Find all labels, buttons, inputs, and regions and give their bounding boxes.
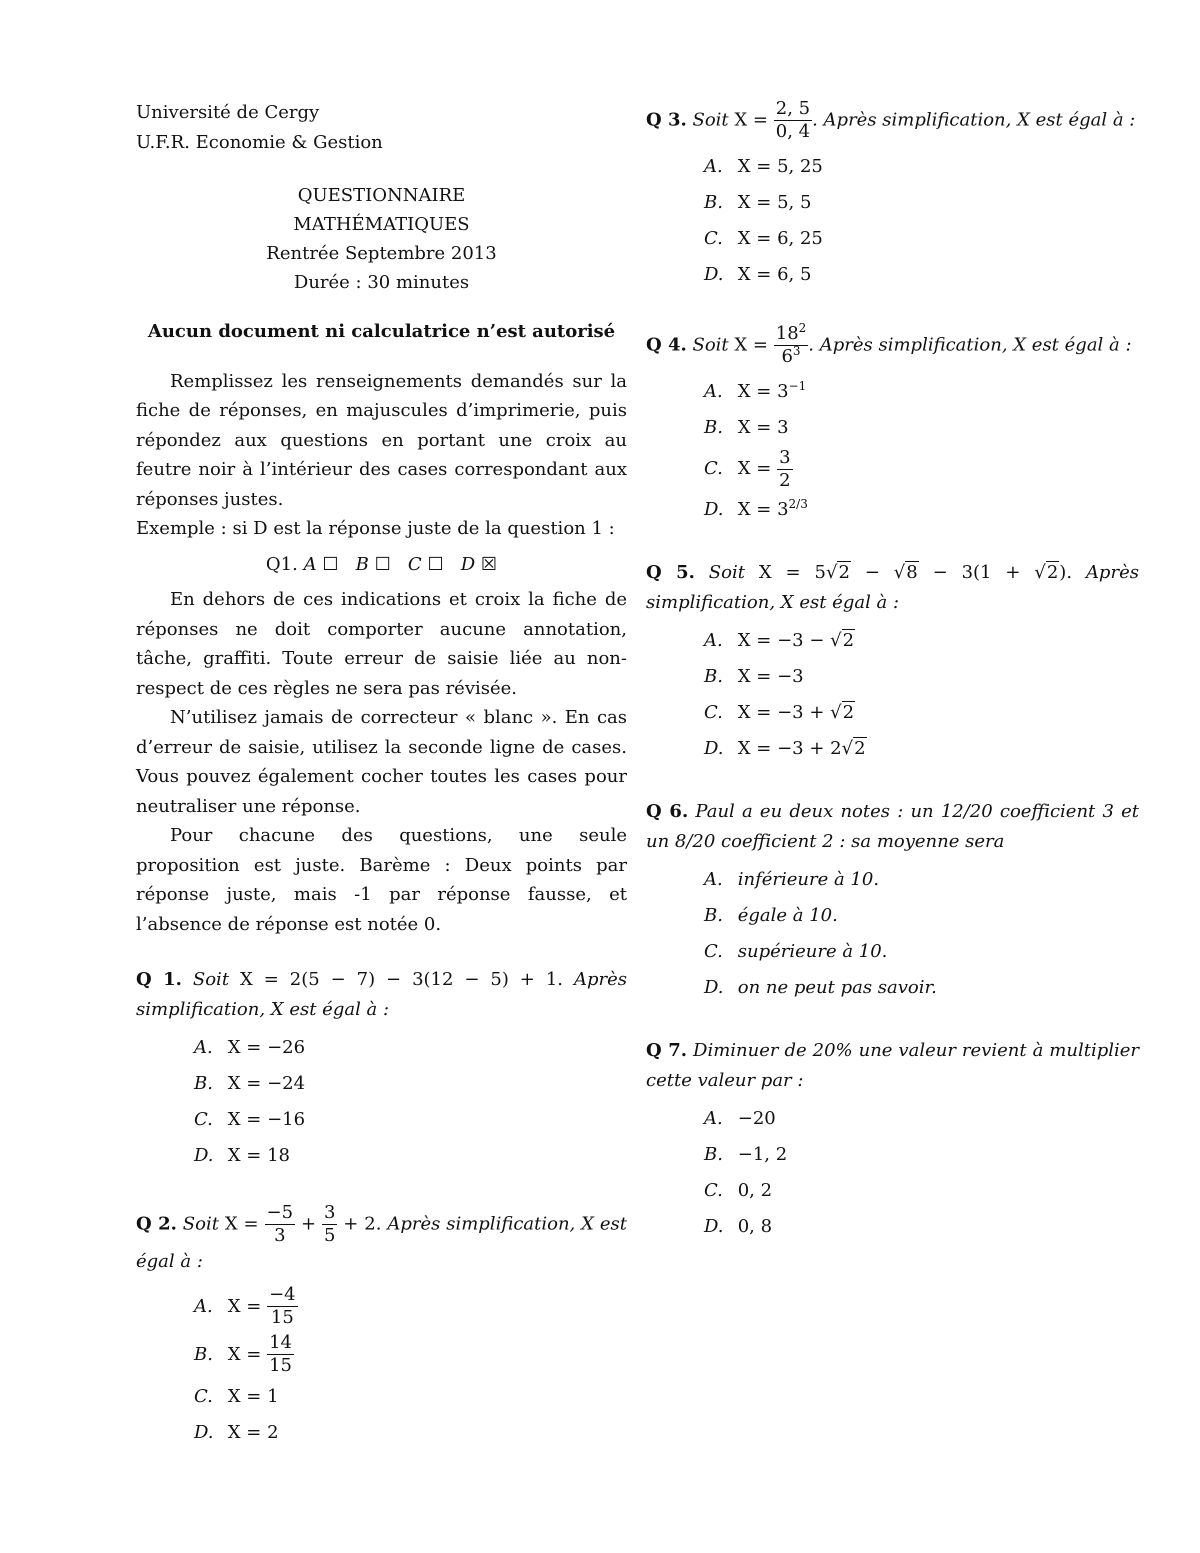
question-5-post: Après simplification, X est égal à : <box>646 562 1139 613</box>
question-2-option-a <box>194 1283 627 1331</box>
option-exponent: 2/3 <box>788 497 808 511</box>
option-letter: B. <box>704 666 723 687</box>
option-letter: B. <box>704 1144 723 1165</box>
option-text: on ne peut pas savoir. <box>737 977 937 998</box>
question-5-expr-4: ). <box>1059 562 1073 583</box>
question-1-label: Q 1. <box>136 969 182 990</box>
ufr-name: U.F.R. Economie & Gestion <box>136 131 383 153</box>
header <box>136 98 627 157</box>
question-4 <box>646 323 1139 528</box>
question-3-option-d <box>704 257 1139 293</box>
example-c: C <box>407 553 422 575</box>
title-line-1: QUESTIONNAIRE <box>297 185 466 206</box>
numerator: 3 <box>323 1202 336 1223</box>
question-2-pre: Soit <box>182 1213 219 1235</box>
denominator <box>774 346 809 368</box>
option-letter: B. <box>704 417 723 438</box>
question-7 <box>646 1036 1139 1245</box>
option-text: X = −16 <box>227 1109 306 1130</box>
question-5-option-b <box>704 659 1139 695</box>
question-7-body: Diminuer de 20% une valeur revient à multiplier cette valeur par : <box>646 1040 1139 1091</box>
right-column <box>646 98 1139 1245</box>
question-4-options <box>704 374 1139 528</box>
fraction <box>322 1202 337 1247</box>
option-base: X = 3 <box>737 499 789 520</box>
question-6-options <box>704 862 1139 1006</box>
denominator: 15 <box>270 1307 294 1328</box>
option-letter: C. <box>704 941 723 962</box>
question-4-post: . Après simplification, X est égal à : <box>808 334 1132 356</box>
square-root <box>842 737 867 759</box>
example-intro: Exemple : si D est la réponse juste de la question 1 : <box>136 518 615 539</box>
option-letter: B. <box>194 1343 213 1365</box>
radicand: 2 <box>1046 562 1059 583</box>
option-text: X = −3 + <box>737 702 831 723</box>
option-text: supérieure à 10. <box>737 941 888 962</box>
option-letter: C. <box>194 1109 213 1130</box>
option-letter: A. <box>704 381 723 402</box>
option-letter: D. <box>704 264 724 285</box>
question-1-text <box>136 965 627 1024</box>
question-4-option-c <box>704 446 1139 492</box>
denominator: 5 <box>323 1225 336 1246</box>
option-text: X = 6, 25 <box>737 228 823 249</box>
question-3-options <box>704 149 1139 293</box>
instructions-p3: N’utilisez jamais de correcteur « blanc ». En cas d’erreur de saisie, utilisez la seconde ligne de cases. Vous pouvez également cocher toutes les cases pour neutraliser une réponse. <box>136 707 627 817</box>
fraction <box>267 1284 298 1329</box>
sqrt-icon: √ <box>830 630 842 651</box>
question-7-text <box>646 1036 1139 1095</box>
question-6 <box>646 797 1139 1006</box>
question-4-label: Q 4. <box>646 334 687 356</box>
option-text: X = 2 <box>227 1421 279 1443</box>
question-5-pre: Soit <box>708 562 745 583</box>
denominator-exponent: 3 <box>792 344 801 358</box>
question-6-body: Paul a eu deux notes : un 12/20 coefficient 3 et un 8/20 coefficient 2 : sa moyenne sera <box>646 801 1140 852</box>
question-3-post: . Après simplification, X est égal à : <box>812 109 1136 131</box>
title-line-2: MATHÉMATIQUES <box>293 214 470 235</box>
question-3-text <box>646 98 1139 143</box>
option-letter: B. <box>704 905 723 926</box>
example-line <box>136 550 627 580</box>
option-text: X = 3 <box>737 417 789 438</box>
option-letter: D. <box>194 1145 214 1166</box>
option-text: X = 5, 25 <box>737 156 823 177</box>
example-d: D <box>460 553 476 575</box>
question-3-lhs: X = <box>734 109 769 131</box>
sqrt-icon: √ <box>893 562 906 583</box>
question-2-option-c <box>194 1379 627 1415</box>
question-6-option-a <box>704 862 1139 898</box>
numerator: 14 <box>269 1332 292 1353</box>
question-2-text <box>136 1202 627 1277</box>
option-letter: C. <box>704 1180 723 1201</box>
option-letter: B. <box>704 192 723 213</box>
option-letter: D. <box>704 1216 724 1237</box>
question-6-option-d <box>704 970 1139 1006</box>
question-1-option-a <box>194 1030 627 1066</box>
question-3-pre: Soit <box>692 109 729 131</box>
option-letter: C. <box>704 702 723 723</box>
question-7-option-c <box>704 1173 1139 1209</box>
question-2-options <box>194 1283 627 1451</box>
question-1-expr: X = 2(5 − 7) − 3(12 − 5) + 1. <box>240 969 564 990</box>
question-5-expr-3: − 3(1 + <box>918 562 1035 583</box>
title-line-4: Durée : 30 minutes <box>293 272 470 293</box>
question-7-option-d <box>704 1209 1139 1245</box>
radicand: 2 <box>842 630 855 651</box>
question-5-option-a <box>704 623 1139 659</box>
fraction <box>777 447 792 492</box>
numerator-exponent: 2 <box>798 321 807 335</box>
question-5-option-c <box>704 695 1139 731</box>
question-2-option-d <box>194 1415 627 1451</box>
square-root <box>894 561 919 583</box>
question-7-option-a <box>704 1101 1139 1137</box>
option-letter: D. <box>704 977 724 998</box>
denominator-base: 6 <box>781 346 793 367</box>
option-text: X = 5, 5 <box>737 192 812 213</box>
plus-sign: + <box>300 1213 317 1235</box>
left-column <box>136 98 627 1451</box>
option-letter: D. <box>704 499 724 520</box>
option-text: X = −3 + 2 <box>737 738 842 759</box>
question-5-expr-2: − <box>850 562 894 583</box>
numerator <box>774 323 809 346</box>
question-2 <box>136 1202 627 1451</box>
question-4-text <box>646 323 1139 368</box>
option-letter: C. <box>704 228 723 249</box>
square-root <box>826 561 851 583</box>
square-root <box>830 701 855 723</box>
question-3-option-c <box>704 221 1139 257</box>
option-letter: A. <box>704 156 723 177</box>
question-5-options <box>704 623 1139 767</box>
option-text: 0, 2 <box>737 1180 773 1201</box>
instructions-p1: Remplissez les renseignements demandés sur la fiche de réponses, en majuscules d’imprimerie, puis répondez aux questions en portant une croix au feutre noir à l’intérieur des cases correspondant aux réponses justes. <box>136 370 627 510</box>
option-letter: C. <box>194 1385 213 1407</box>
numerator: 2, 5 <box>775 98 811 119</box>
empty-box-icon: ☐ <box>374 553 391 575</box>
title-line-3: Rentrée Septembre 2013 <box>266 243 497 264</box>
sqrt-icon: √ <box>1034 562 1046 583</box>
question-3-option-a <box>704 149 1139 185</box>
option-letter: A. <box>194 1037 213 1058</box>
question-2-lhs: X = <box>224 1213 259 1235</box>
question-6-option-c <box>704 934 1139 970</box>
question-4-option-a <box>704 374 1139 410</box>
university-name: Université de Cergy <box>136 102 320 123</box>
question-4-option-d <box>704 492 1139 528</box>
option-base: X = 3 <box>737 381 789 402</box>
instructions <box>136 367 627 940</box>
option-letter: D. <box>704 738 724 759</box>
option-lhs: X = <box>227 1295 262 1317</box>
question-2-tail: + 2. <box>343 1213 382 1235</box>
option-text: X = −3 − <box>737 630 831 651</box>
option-letter: A. <box>194 1295 213 1317</box>
notice: Aucun document ni calculatrice n’est autorisé <box>147 321 616 342</box>
option-letter: A. <box>704 1108 723 1129</box>
option-exponent: −1 <box>788 379 807 393</box>
option-letter: C. <box>704 458 723 479</box>
fraction <box>265 1202 296 1247</box>
option-text: X = −26 <box>227 1037 306 1058</box>
square-root <box>830 629 855 651</box>
option-text: égale à 10. <box>737 905 838 926</box>
example-a: A <box>303 553 317 575</box>
example-q: Q1. <box>265 553 298 575</box>
option-lhs: X = <box>737 458 772 479</box>
question-7-label: Q 7. <box>646 1040 688 1061</box>
empty-box-icon: ☐ <box>322 553 339 575</box>
question-5-expr-1: X = 5 <box>758 562 826 583</box>
option-text: 0, 8 <box>737 1216 773 1237</box>
denominator: 3 <box>274 1225 286 1246</box>
instructions-p4: Pour chacune des questions, une seule proposition est juste. Barème : Deux points par réponse juste, mais -1 par réponse fausse, et l’absence de réponse est notée 0. <box>136 825 627 935</box>
question-1-option-c <box>194 1102 627 1138</box>
instructions-p2: En dehors de ces indications et croix la fiche de réponses ne doit comporter aucune annotation, tâche, graffiti. Toute erreur de saisie liée au non-respect de ces règles ne sera pas révisée. <box>136 589 627 699</box>
numerator: 3 <box>779 446 791 468</box>
option-text: X = −3 <box>737 666 804 687</box>
question-1-options <box>194 1030 627 1174</box>
question-1-post: Après simplification, X est égal à : <box>136 969 627 1020</box>
question-5-text <box>646 558 1139 617</box>
question-1-option-b <box>194 1066 627 1102</box>
question-3-option-b <box>704 185 1139 221</box>
question-7-options <box>704 1101 1139 1245</box>
question-7-option-b <box>704 1137 1139 1173</box>
empty-box-icon: ☐ <box>427 553 444 575</box>
checked-box-icon: ☒ <box>480 553 498 575</box>
radicand: 2 <box>842 702 855 723</box>
square-root <box>1034 561 1059 583</box>
fraction <box>267 1332 294 1377</box>
question-2-label: Q 2. <box>136 1213 177 1235</box>
question-5-option-d <box>704 731 1139 767</box>
option-text: −20 <box>737 1108 776 1129</box>
option-text: X = 6, 5 <box>737 264 812 285</box>
radicand: 2 <box>854 738 866 759</box>
denominator: 15 <box>269 1355 292 1376</box>
question-5 <box>646 558 1139 767</box>
question-1 <box>136 965 627 1174</box>
question-6-label: Q 6. <box>646 801 689 822</box>
question-4-pre: Soit <box>692 334 729 356</box>
sqrt-icon: √ <box>841 738 854 759</box>
option-text: −1, 2 <box>737 1144 788 1165</box>
option-lhs: X = <box>227 1343 262 1365</box>
question-1-pre: Soit <box>192 969 230 990</box>
sqrt-icon: √ <box>830 702 842 723</box>
option-letter: D. <box>194 1421 214 1443</box>
sqrt-icon: √ <box>825 562 838 583</box>
option-text: X = 18 <box>227 1145 290 1166</box>
option-text: X = −24 <box>227 1073 306 1094</box>
question-6-text <box>646 797 1139 856</box>
option-letter: B. <box>194 1073 213 1094</box>
example-b: B <box>355 553 369 575</box>
question-4-lhs: X = <box>734 334 769 356</box>
numerator: −4 <box>269 1284 296 1305</box>
fraction <box>774 323 809 368</box>
denominator: 0, 4 <box>775 121 811 142</box>
question-2-option-b <box>194 1331 627 1379</box>
question-3 <box>646 98 1139 293</box>
question-3-label: Q 3. <box>646 109 687 131</box>
option-letter: A. <box>704 869 723 890</box>
numerator: −5 <box>266 1202 294 1223</box>
question-5-label: Q 5. <box>646 562 695 583</box>
question-1-option-d <box>194 1138 627 1174</box>
question-4-option-b <box>704 410 1139 446</box>
question-2-post: Après simplification, X est égal à : <box>136 1213 627 1272</box>
numerator-base: 18 <box>775 323 799 344</box>
denominator: 2 <box>779 469 791 491</box>
option-text: X = 1 <box>227 1385 279 1407</box>
option-text: inférieure à 10. <box>737 869 880 890</box>
option-letter: A. <box>704 630 723 651</box>
radicand: 8 <box>906 562 918 583</box>
question-6-option-b <box>704 898 1139 934</box>
radicand: 2 <box>838 562 850 583</box>
fraction <box>774 98 812 143</box>
title-block <box>136 181 627 297</box>
